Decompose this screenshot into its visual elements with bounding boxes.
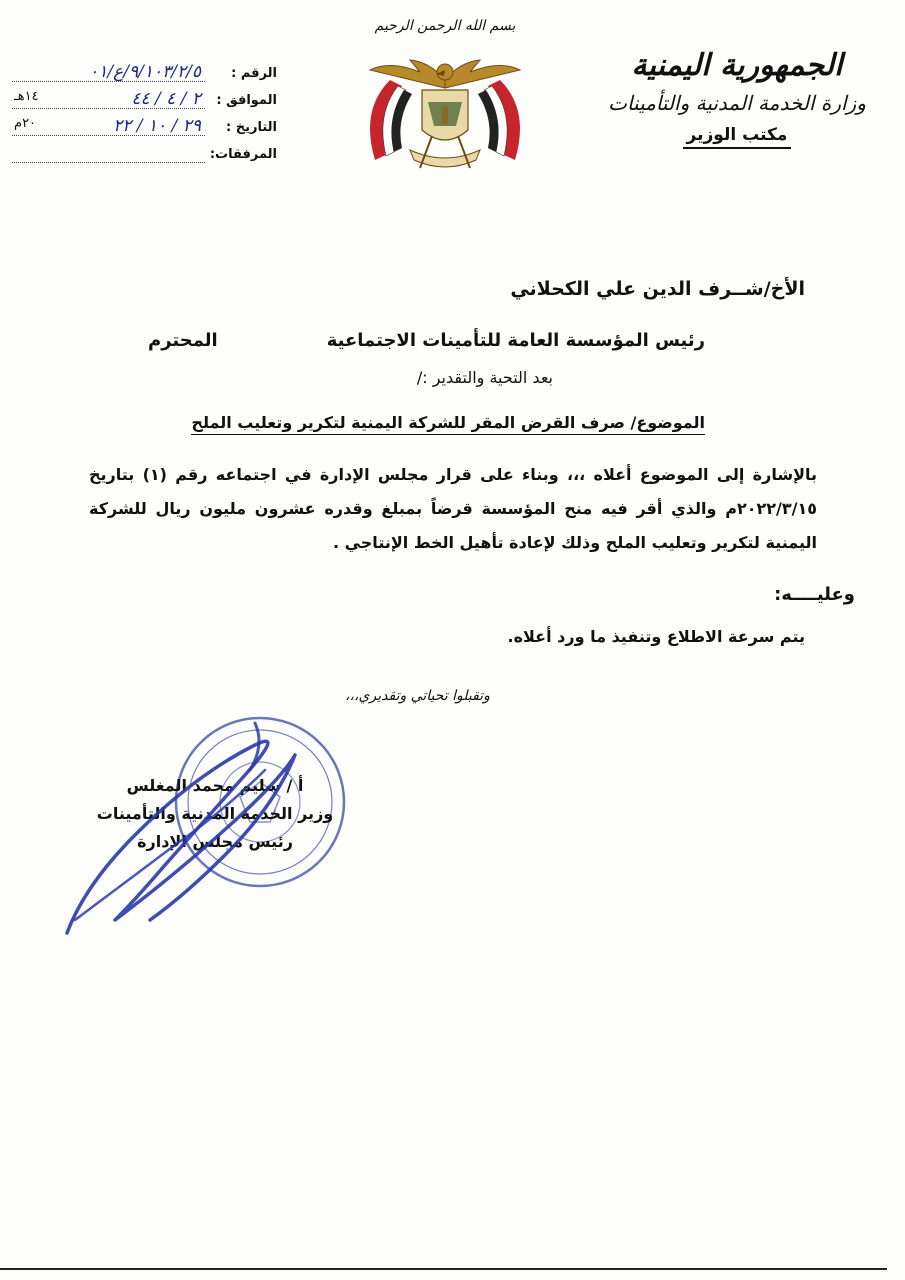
signatory-name: أ / سليم محمد المغلس — [126, 776, 304, 795]
reference-number-value: ٩/١٠٣/٢/٥/ع/٠١ — [89, 62, 201, 82]
attachments-row — [12, 143, 277, 170]
reference-fields — [12, 62, 277, 170]
greeting: بعد التحية والتقدير :/ — [416, 368, 553, 387]
subject-line: الموضوع/ صرف القرض المقر للشركة اليمنية لتكرير وتعليب الملح — [191, 413, 705, 435]
footer-divider — [0, 1268, 887, 1270]
ministry-header — [607, 48, 867, 149]
office-name: مكتب الوزير — [683, 125, 792, 149]
yemen-emblem-icon — [350, 50, 540, 180]
hijri-date-row — [12, 89, 277, 116]
gregorian-date-row — [12, 116, 277, 143]
hijri-date-label: الموافق : — [216, 93, 277, 108]
signatory-role: رئيس مجلس الإدارة — [137, 832, 293, 851]
republic-name: الجمهورية اليمنية — [631, 48, 843, 83]
hijri-year-suffix: ١٤هـ — [14, 89, 39, 104]
attachments-label: المرفقات: — [209, 147, 277, 162]
hijri-date-value: ٢ / ٤ / ٤٤ — [131, 89, 201, 109]
basmala: بسم الله الرحمن الرحيم — [374, 18, 516, 34]
addressee-title: رئيس المؤسسة العامة للتأمينات الاجتماعية — [326, 330, 705, 351]
reference-number-label: الرقم : — [231, 66, 277, 81]
therefore-heading: وعليــــه: — [774, 584, 855, 605]
body-paragraph: بالإشارة إلى الموضوع أعلاه ،،، وبناء على قرار مجلس الإدارة في اجتماعه رقم (١) بتاريخ ٢٠٢٢/٣/١٥م والذي أقر فيه منح المؤسسة قرضاً بمبلغ وقدره عشرون مليون ريال للشركة اليمنية لتكرير وتعليب الملح وذلك لإعادة تأهيل الخط الإنتاجي . — [89, 465, 817, 552]
respected-label: المحترم — [148, 330, 218, 351]
instruction-line: يتم سرعة الاطلاع وتنفيذ ما ورد أعلاه. — [507, 627, 805, 646]
signatory-position: وزير الخدمة المدنية والتأمينات — [96, 804, 334, 823]
closing-line: وتقبلوا تحياتي وتقديري،،، — [345, 688, 490, 704]
reference-number-row — [12, 62, 277, 89]
gregorian-year-suffix: ٢٠م — [14, 116, 37, 131]
addressee: الأخ/شــرف الدين علي الكحلاني — [510, 278, 805, 300]
gregorian-date-label: التاريخ : — [226, 120, 277, 135]
handwritten-signature-icon — [55, 715, 355, 940]
ministry-name: وزارة الخدمة المدنية والتأمينات — [608, 91, 866, 115]
dotted-line — [12, 162, 205, 163]
gregorian-date-value: ٢٩ / ١٠ / ٢٢ — [113, 116, 201, 136]
